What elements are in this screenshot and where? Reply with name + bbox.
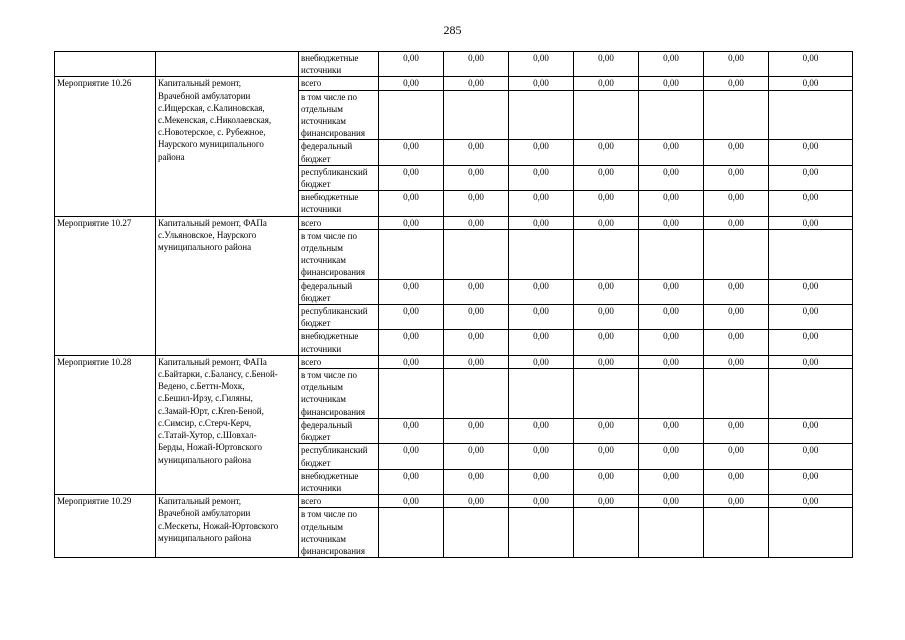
value-cell: 0,00 — [444, 191, 509, 216]
value-cell: 0,00 — [639, 305, 704, 330]
value-cell: 0,00 — [704, 191, 769, 216]
event-cell: Мероприятие 10.28 — [55, 355, 156, 494]
value-cell: 0,00 — [509, 140, 574, 165]
value-cell: 0,00 — [444, 418, 509, 443]
value-cell: 0,00 — [639, 52, 704, 77]
value-cell: 0,00 — [444, 469, 509, 494]
funding-source-cell: федеральный бюджет — [299, 418, 379, 443]
value-cell: 0,00 — [769, 355, 853, 368]
value-cell: 0,00 — [444, 444, 509, 469]
value-cell: 0,00 — [509, 77, 574, 90]
value-cell — [444, 369, 509, 419]
page-number: 285 — [443, 23, 462, 37]
value-cell: 0,00 — [444, 355, 509, 368]
value-cell: 0,00 — [379, 305, 444, 330]
value-cell — [379, 369, 444, 419]
value-cell — [574, 369, 639, 419]
value-cell: 0,00 — [574, 418, 639, 443]
event-cell: Мероприятие 10.26 — [55, 77, 156, 216]
value-cell: 0,00 — [704, 444, 769, 469]
value-cell: 0,00 — [574, 495, 639, 508]
funding-source-cell: всего — [299, 77, 379, 90]
value-cell: 0,00 — [769, 165, 853, 190]
funding-source-cell: внебюджетные источники — [299, 52, 379, 77]
value-cell — [704, 229, 769, 279]
value-cell: 0,00 — [769, 305, 853, 330]
value-cell: 0,00 — [574, 279, 639, 304]
value-cell — [509, 369, 574, 419]
value-cell — [509, 90, 574, 140]
value-cell: 0,00 — [509, 469, 574, 494]
funding-source-cell: в том числе по отдельным источникам финансирования — [299, 508, 379, 558]
value-cell: 0,00 — [704, 305, 769, 330]
value-cell: 0,00 — [704, 279, 769, 304]
value-cell: 0,00 — [574, 305, 639, 330]
value-cell: 0,00 — [639, 191, 704, 216]
value-cell: 0,00 — [769, 52, 853, 77]
value-cell: 0,00 — [444, 216, 509, 229]
value-cell: 0,00 — [509, 52, 574, 77]
value-cell: 0,00 — [769, 77, 853, 90]
value-cell: 0,00 — [379, 444, 444, 469]
funding-source-cell: в том числе по отдельным источникам финансирования — [299, 229, 379, 279]
value-cell: 0,00 — [379, 165, 444, 190]
value-cell — [639, 90, 704, 140]
value-cell: 0,00 — [444, 279, 509, 304]
value-cell — [379, 508, 444, 558]
value-cell: 0,00 — [379, 279, 444, 304]
value-cell — [444, 229, 509, 279]
funding-source-cell: внебюджетные источники — [299, 191, 379, 216]
value-cell: 0,00 — [574, 469, 639, 494]
value-cell: 0,00 — [704, 418, 769, 443]
value-cell: 0,00 — [769, 418, 853, 443]
funding-source-cell: в том числе по отдельным источникам финансирования — [299, 369, 379, 419]
value-cell: 0,00 — [704, 140, 769, 165]
value-cell: 0,00 — [704, 165, 769, 190]
budget-table-body — [55, 52, 853, 558]
value-cell: 0,00 — [444, 165, 509, 190]
funding-source-cell: республиканский бюджет — [299, 305, 379, 330]
value-cell: 0,00 — [444, 140, 509, 165]
value-cell — [769, 369, 853, 419]
funding-source-cell: республиканский бюджет — [299, 444, 379, 469]
value-cell: 0,00 — [704, 495, 769, 508]
value-cell: 0,00 — [509, 444, 574, 469]
value-cell: 0,00 — [379, 140, 444, 165]
value-cell — [574, 508, 639, 558]
description-cell: Капитальный ремонт, Врачебной амбулатории с.Мескеты, Ножай-Юртовского муниципального района — [156, 495, 299, 558]
value-cell: 0,00 — [379, 52, 444, 77]
value-cell: 0,00 — [574, 216, 639, 229]
value-cell: 0,00 — [704, 469, 769, 494]
value-cell: 0,00 — [444, 495, 509, 508]
value-cell: 0,00 — [769, 140, 853, 165]
funding-source-cell: федеральный бюджет — [299, 279, 379, 304]
value-cell — [769, 90, 853, 140]
funding-source-cell: республиканский бюджет — [299, 165, 379, 190]
value-cell — [639, 508, 704, 558]
budget-table — [54, 51, 853, 558]
description-cell: Капитальный ремонт, ФАПа с.Ульяновское, Наурского муниципального района — [156, 216, 299, 355]
value-cell — [379, 90, 444, 140]
value-cell: 0,00 — [639, 279, 704, 304]
value-cell — [509, 508, 574, 558]
value-cell: 0,00 — [444, 52, 509, 77]
value-cell: 0,00 — [639, 165, 704, 190]
value-cell: 0,00 — [444, 305, 509, 330]
value-cell: 0,00 — [704, 77, 769, 90]
value-cell — [704, 508, 769, 558]
table-row — [55, 216, 853, 229]
value-cell — [639, 229, 704, 279]
description-cell: Капитальный ремонт, Врачебной амбулатории с.Ищерская, с.Калиновская, с.Мекенская, с.Николаевская, с.Новотерское, с. Рубежное, Наурского муниципального района — [156, 77, 299, 216]
value-cell: 0,00 — [639, 216, 704, 229]
event-cell: Мероприятие 10.27 — [55, 216, 156, 355]
value-cell: 0,00 — [769, 330, 853, 355]
description-cell: Капитальный ремонт, ФАПа с.Байтарки, с.Балансу, с.Беной- Ведено, с.Беттн-Мохк, с.Бешил-Ирзу, с.Гиляны, с.Замай-Юрт, с.Кren-Беной, с.Симсир, с.Стерч-Керч, с.Татай-Хутор, с.Шовхал- Берды, Ножай-Юртовского муниципального района — [156, 355, 299, 494]
value-cell: 0,00 — [379, 77, 444, 90]
value-cell: 0,00 — [574, 330, 639, 355]
value-cell: 0,00 — [379, 355, 444, 368]
value-cell: 0,00 — [444, 77, 509, 90]
value-cell: 0,00 — [704, 52, 769, 77]
value-cell — [769, 508, 853, 558]
value-cell — [704, 369, 769, 419]
value-cell: 0,00 — [509, 330, 574, 355]
funding-source-cell: внебюджетные источники — [299, 469, 379, 494]
value-cell: 0,00 — [769, 444, 853, 469]
funding-source-cell: всего — [299, 216, 379, 229]
value-cell: 0,00 — [639, 355, 704, 368]
table-row — [55, 495, 853, 508]
value-cell: 0,00 — [704, 216, 769, 229]
value-cell: 0,00 — [574, 77, 639, 90]
value-cell: 0,00 — [639, 418, 704, 443]
funding-source-cell: внебюджетные источники — [299, 330, 379, 355]
value-cell — [639, 369, 704, 419]
value-cell — [444, 90, 509, 140]
value-cell — [574, 229, 639, 279]
value-cell: 0,00 — [574, 165, 639, 190]
value-cell: 0,00 — [704, 355, 769, 368]
value-cell — [379, 229, 444, 279]
value-cell: 0,00 — [574, 191, 639, 216]
value-cell — [509, 229, 574, 279]
value-cell: 0,00 — [379, 191, 444, 216]
funding-source-cell: федеральный бюджет — [299, 140, 379, 165]
value-cell: 0,00 — [509, 216, 574, 229]
event-cell: Мероприятие 10.29 — [55, 495, 156, 558]
value-cell: 0,00 — [379, 330, 444, 355]
table-row — [55, 52, 853, 77]
value-cell: 0,00 — [509, 355, 574, 368]
value-cell: 0,00 — [379, 216, 444, 229]
value-cell: 0,00 — [769, 279, 853, 304]
value-cell: 0,00 — [379, 418, 444, 443]
funding-source-cell: в том числе по отдельным источникам финансирования — [299, 90, 379, 140]
value-cell: 0,00 — [769, 469, 853, 494]
funding-source-cell: всего — [299, 495, 379, 508]
value-cell: 0,00 — [639, 77, 704, 90]
value-cell: 0,00 — [574, 52, 639, 77]
value-cell — [769, 229, 853, 279]
value-cell: 0,00 — [639, 469, 704, 494]
value-cell: 0,00 — [444, 330, 509, 355]
value-cell: 0,00 — [769, 216, 853, 229]
value-cell: 0,00 — [379, 495, 444, 508]
value-cell: 0,00 — [769, 495, 853, 508]
value-cell: 0,00 — [509, 165, 574, 190]
value-cell — [704, 90, 769, 140]
value-cell: 0,00 — [509, 191, 574, 216]
value-cell: 0,00 — [509, 495, 574, 508]
funding-source-cell: всего — [299, 355, 379, 368]
value-cell: 0,00 — [574, 140, 639, 165]
value-cell: 0,00 — [639, 140, 704, 165]
event-cell — [55, 52, 156, 77]
value-cell: 0,00 — [509, 305, 574, 330]
value-cell: 0,00 — [574, 355, 639, 368]
description-cell — [156, 52, 299, 77]
value-cell: 0,00 — [509, 418, 574, 443]
value-cell: 0,00 — [639, 495, 704, 508]
value-cell: 0,00 — [769, 191, 853, 216]
value-cell — [444, 508, 509, 558]
table-row — [55, 77, 853, 90]
value-cell: 0,00 — [639, 330, 704, 355]
value-cell: 0,00 — [509, 279, 574, 304]
table-row — [55, 355, 853, 368]
value-cell: 0,00 — [574, 444, 639, 469]
value-cell: 0,00 — [379, 469, 444, 494]
value-cell: 0,00 — [704, 330, 769, 355]
value-cell: 0,00 — [639, 444, 704, 469]
value-cell — [574, 90, 639, 140]
